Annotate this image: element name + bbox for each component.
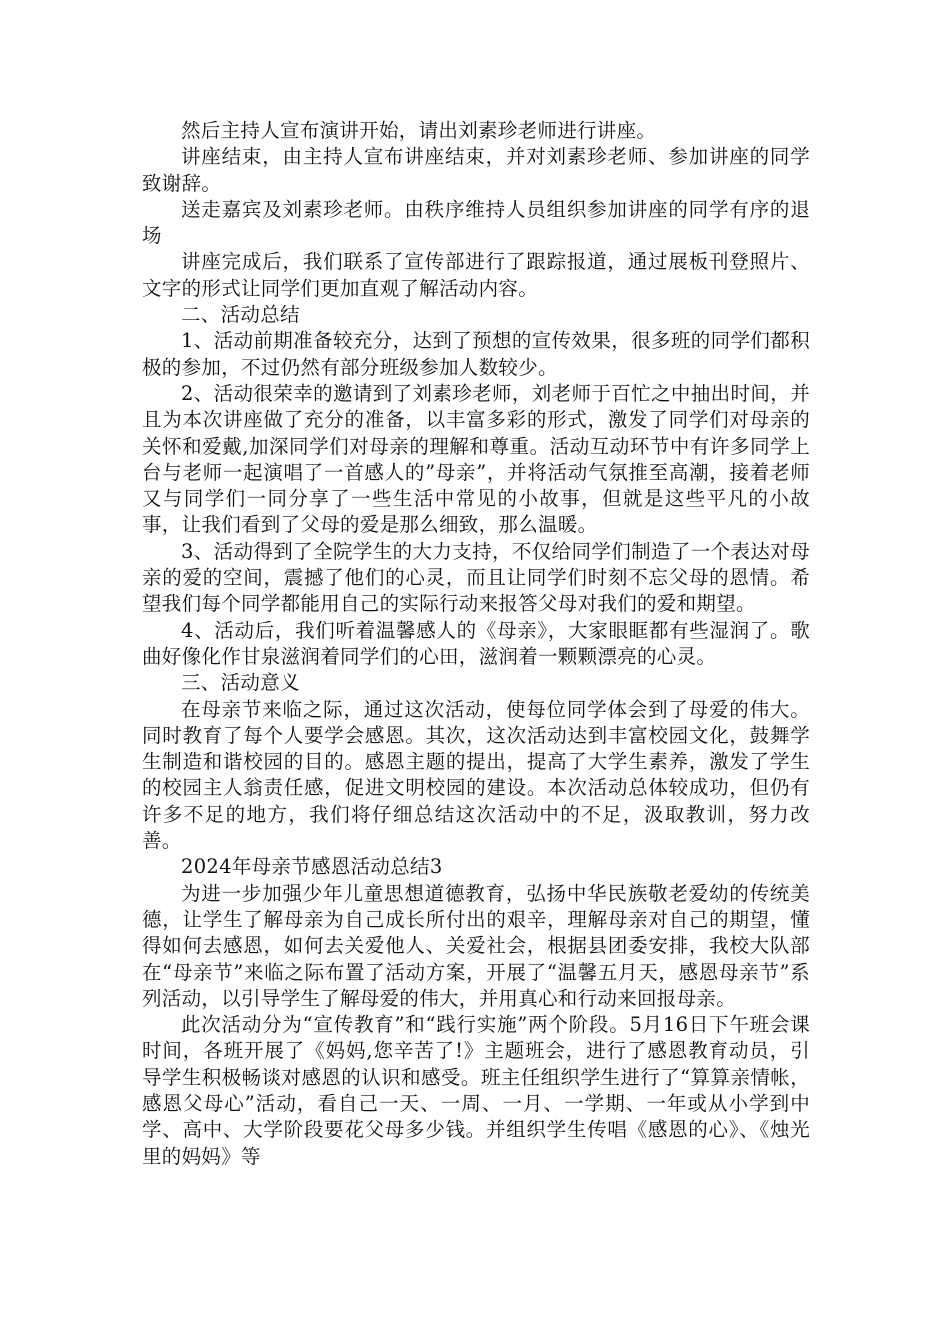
summary-item-2: 2、活动很荣幸的邀请到了刘素珍老师，刘老师于百忙之中抽出时间，并且为本次讲座做了充分的准备，以丰富多彩的形式，激发了同学们对母亲的关怀和爱戴,加深同学们对母亲的理解和尊重。活动互动环节中有许多同学上台与老师一起演唱了一首感人的”母亲”，并将活动气氛推至高潮，接着老师又与同学们一同分享了一些生活中常见的小故事，但就是这些平凡的小故事，让我们看到了父母的爱是那么细致，那么温暖。: [142, 381, 810, 537]
paragraph-lecture-start: 然后主持人宣布演讲开始，请出刘素珍老师进行讲座。: [181, 119, 657, 142]
paragraph-lecture-end: 讲座结束，由主持人宣布讲座结束，并对刘素珍老师、参加讲座的同学致谢辞。: [142, 145, 810, 195]
section-heading-summary: 二、活动总结: [181, 303, 300, 327]
summary-item-4: 4、活动后，我们听着温馨感人的《母亲》，大家眼眶都有些湿润了。歌曲好像化作甘泉滋润着同学们的心田，滋润着一颗颗漂亮的心灵。: [142, 618, 810, 668]
summary-item-1: 1、活动前期准备较充分，达到了预想的宣传效果，很多班的同学们都积极的参加，不过仍然有部分班级参加人数较少。: [142, 329, 810, 379]
paragraph-see-off: 送走嘉宾及刘素珍老师。由秩序维持人员组织参加讲座的同学有序的退场: [142, 197, 810, 248]
document-body: [142, 118, 810, 1170]
section-heading-significance: 三、活动意义: [181, 671, 300, 695]
paragraph-significance: 在母亲节来临之际，通过这次活动，使每位同学体会到了母爱的伟大。同时教育了每个人要学会感恩。其次，这次活动达到丰富校园文化，鼓舞学生制造和谐校园的目的。感恩主题的提出，提高了大学生素养，激发了学生的校园主人翁责任感，促进文明校园的建设。本次活动总体较成功，但仍有许多不足的地方，我们将仔细总结这次活动中的不足，汲取教训，努力改善。: [142, 697, 810, 853]
document-subtitle: 2024年母亲节感恩活动总结3: [181, 855, 443, 879]
paragraph-intro: 为进一步加强少年儿童思想道德教育，弘扬中华民族敬老爱幼的传统美德，让学生了解母亲为自己成长所付出的艰辛，理解母亲对自己的期望，懂得如何去感恩，如何去关爱他人、关爱社会，根据县团委安排，我校大队部在“母亲节”来临之际布置了活动方案，开展了“温馨五月天，感恩母亲节”系列活动，以引导学生了解母爱的伟大，并用真心和行动来回报母亲。: [142, 881, 810, 1010]
paragraph-follow-up-report: 讲座完成后，我们联系了宣传部进行了跟踪报道，通过展板刊登照片、文字的形式让同学们更加直观了解活动内容。: [142, 250, 810, 300]
paragraph-activity-stages: 此次活动分为“宣传教育”和“践行实施”两个阶段。5月16日下午班会课时间，各班开展了《妈妈,您辛苦了!》主题班会，进行了感恩教育动员，引导学生积极畅谈对感恩的认识和感受。班主任组织学生进行了“算算亲情帐，感恩父母心”活动，看自己一天、一周、一月、一学期、一年或从小学到中学、高中、大学阶段要花父母多少钱。并组织学生传唱《感恩的心》、《烛光里的妈妈》等: [142, 1013, 810, 1168]
summary-item-3: 3、活动得到了全院学生的大力支持，不仅给同学们制造了一个表达对母亲的爱的空间，震撼了他们的心灵，而且让同学们时刻不忘父母的恩情。希望我们每个同学都能用自己的实际行动来报答父母对我们的爱和期望。: [142, 539, 810, 616]
